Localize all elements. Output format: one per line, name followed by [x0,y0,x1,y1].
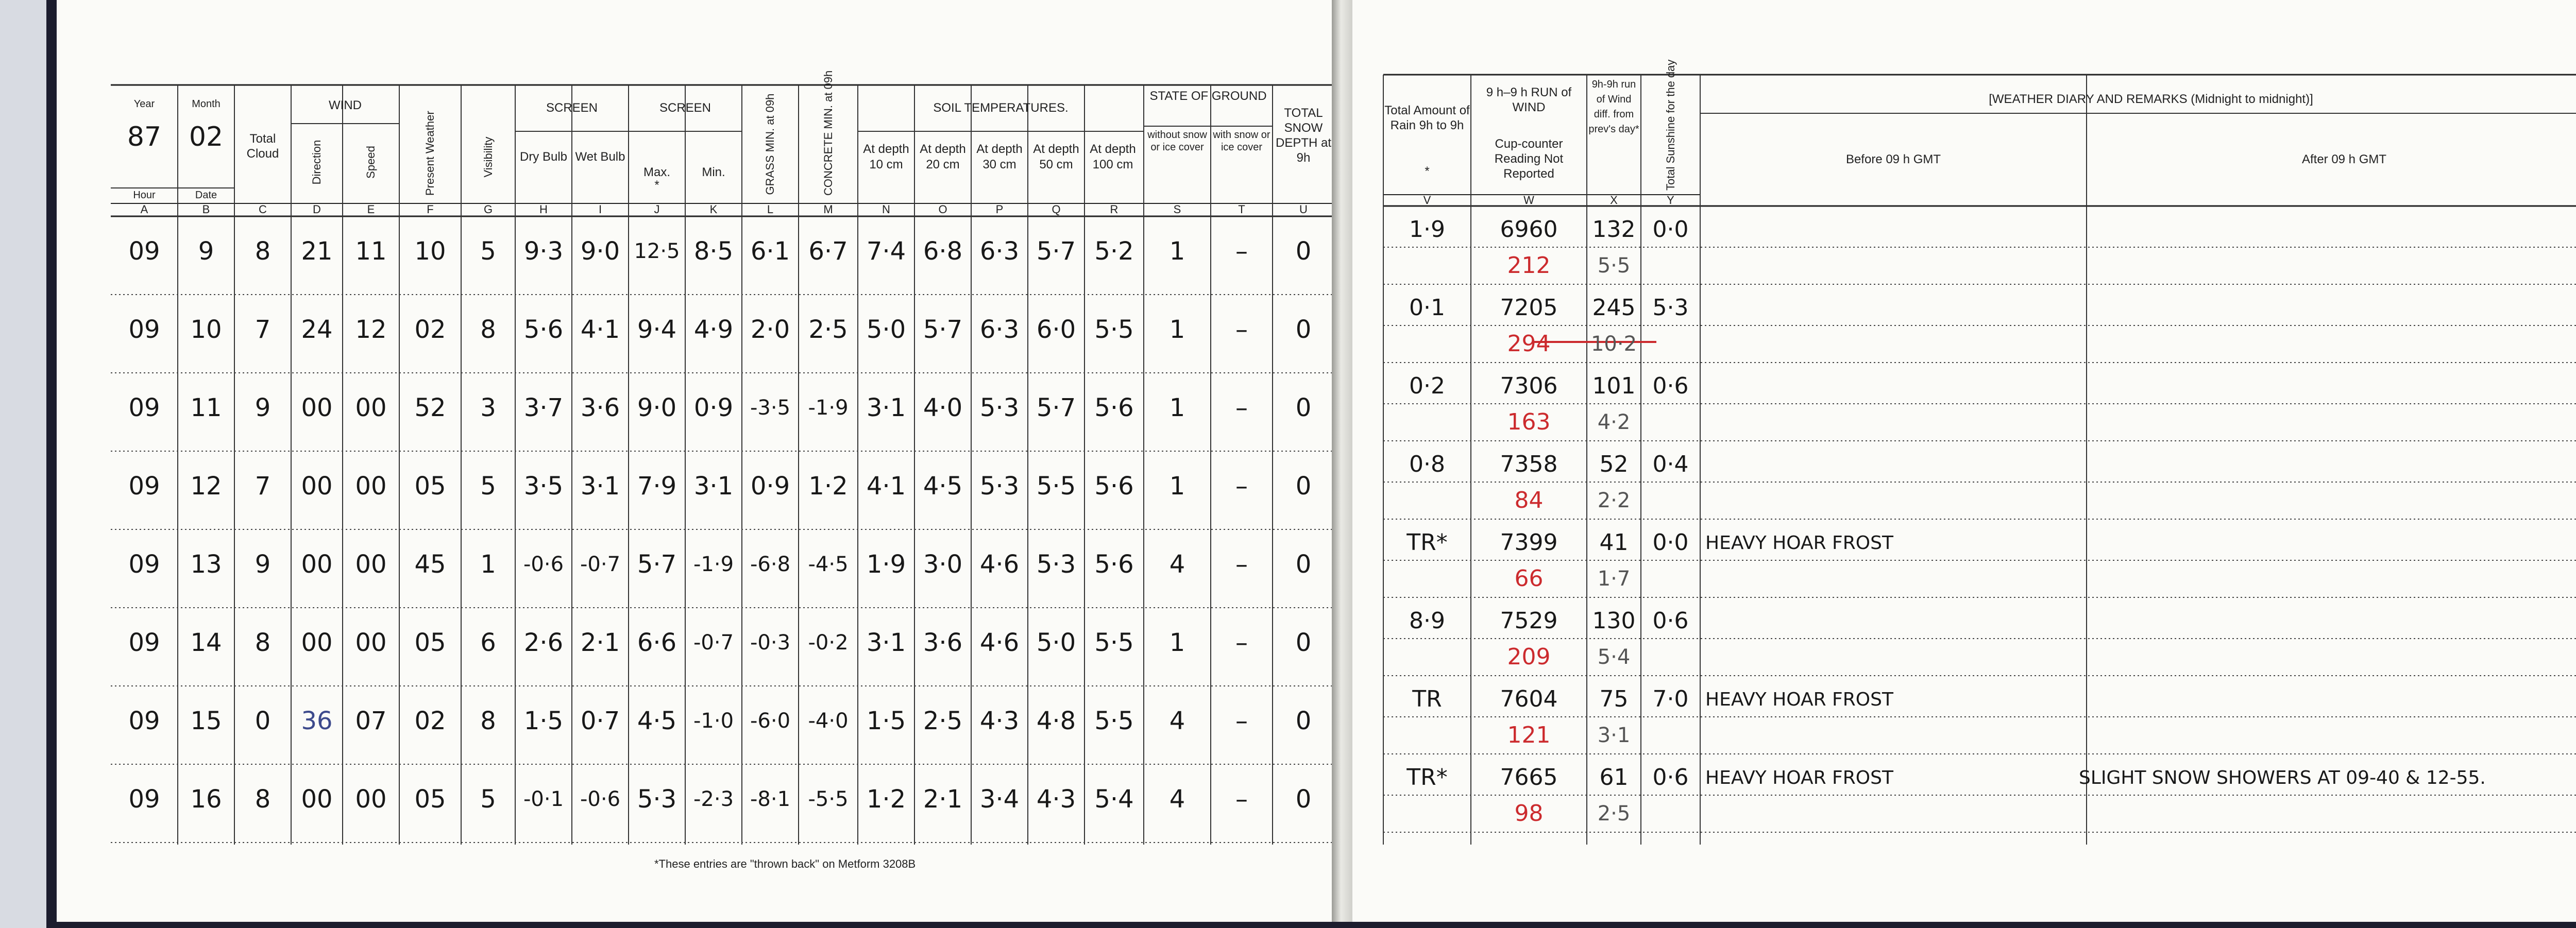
table-cell: 2·0 [750,315,790,344]
column-letter: C [259,203,267,216]
table-cell: 11 [355,237,387,266]
table-cell: – [1235,472,1248,501]
column-letter: Q [1052,203,1061,216]
table-cell: 0 [1295,315,1312,344]
footnote: *These entries are "thrown back" on Metform 3208B [654,857,916,870]
rain-value: 0·1 [1409,295,1445,321]
table-cell: 12 [190,472,222,501]
table-cell: 11 [190,393,222,422]
cup-diff-value: 163 [1507,409,1551,435]
column-letter: B [202,203,210,216]
table-cell: 1 [1169,237,1185,266]
column-letter: L [767,203,774,216]
cup-counter-label: Cup-counter Reading Not Reported [1494,137,1564,181]
table-cell: 4·0 [923,393,963,422]
table-cell: 0 [255,707,271,735]
max-label: Max. [643,165,670,179]
soil-temperatures-label: SOIL TEMPERATURES. [933,101,1069,115]
table-cell: 8 [480,315,496,344]
column-letter: M [823,203,833,216]
table-cell: 6·3 [979,237,1020,266]
column-letter: S [1173,203,1181,216]
run-diff-value: 2·5 [1597,802,1631,826]
table-cell: -4·5 [808,553,849,576]
table-cell: 3·1 [866,628,906,657]
column-letter: V [1423,194,1431,207]
table-cell: 3·7 [523,393,564,422]
table-cell: 7·9 [637,472,677,501]
table-cell: 6·8 [923,237,963,266]
table-cell: 2·5 [808,315,848,344]
table-cell: 3 [480,393,496,422]
date-label: Date [195,190,217,201]
present-weather-label: Present Weather [423,111,436,196]
concrete-min-label: CONCRETE MIN. at 09h [821,70,835,196]
table-cell: 4·6 [979,628,1020,657]
table-cell: 5 [480,237,496,266]
cup-counter-value: 7604 [1500,686,1558,712]
table-cell: 5·6 [1094,472,1134,501]
table-cell: 7 [255,472,271,501]
cup-diff-value: 209 [1507,644,1551,670]
table-cell: -0·2 [808,631,849,655]
table-cell: – [1235,550,1248,579]
table-cell: 9·4 [637,315,677,344]
table-cell: 0 [1295,550,1312,579]
cup-counter-value: 7358 [1500,451,1558,477]
table-cell: 00 [301,628,333,657]
table-cell: 4 [1169,707,1185,735]
column-letter: U [1299,203,1308,216]
table-cell: 4·5 [923,472,963,501]
table-cell: 00 [301,472,333,501]
year-value: 87 [127,122,162,152]
table-cell: 0 [1295,237,1312,266]
wet-bulb-label: Wet Bulb [575,150,625,164]
book-gutter [1332,0,1352,922]
table-cell: 45 [414,550,446,579]
table-cell: 9·0 [580,237,620,266]
table-cell: 13 [190,550,222,579]
table-cell: 1·5 [523,707,564,735]
table-cell: 21 [301,237,333,266]
table-cell: – [1235,628,1248,657]
table-cell: -1·9 [693,553,734,576]
table-cell: 4 [1169,550,1185,579]
month-value: 02 [189,122,224,152]
column-letter: E [367,203,375,216]
table-cell: 09 [128,550,160,579]
cup-diff-value: 212 [1507,252,1551,279]
table-cell: 8 [480,707,496,735]
table-cell: 05 [414,785,446,814]
hour-label: Hour [133,190,156,201]
table-cell: 1 [1169,315,1185,344]
column-letter: N [882,203,890,216]
table-cell: 07 [355,707,387,735]
total-cloud-label: Total Cloud [246,132,279,161]
year-label: Year [133,98,155,110]
table-cell: 3·5 [523,472,564,501]
sunshine-value: 5·3 [1652,295,1689,321]
table-cell: 0·9 [750,472,790,501]
run-diff-value: 2·2 [1597,489,1631,512]
table-cell: 5·7 [1036,393,1076,422]
cup-counter-value: 7399 [1500,529,1558,556]
wind-diff-label: 9h-9h run of Wind diff. from prev's day* [1588,79,1639,135]
table-cell: 2·6 [523,628,564,657]
rain-value: 8·9 [1409,608,1445,634]
run-value: 101 [1592,373,1636,399]
book-edge [0,0,46,928]
table-cell: – [1235,393,1248,422]
table-cell: 00 [301,393,333,422]
table-cell: 5·5 [1094,315,1134,344]
table-cell: 0 [1295,707,1312,735]
column-letter: Y [1667,194,1674,207]
column-letter: X [1610,194,1618,207]
state-of-ground-label: STATE OF GROUND [1149,89,1267,103]
table-cell: – [1235,785,1248,814]
table-cell: -1·9 [808,396,849,420]
table-cell: 3·4 [979,785,1020,814]
table-cell: 5·0 [866,315,906,344]
table-cell: 0 [1295,472,1312,501]
remark-before: HEAVY HOAR FROST [1705,532,1893,554]
run-value: 75 [1599,686,1629,712]
table-cell: -0·7 [693,631,734,655]
table-cell: 6·0 [1036,315,1076,344]
total-rain-label: Total Amount of Rain 9h to 9h [1384,104,1470,132]
before-09-label: Before 09 h GMT [1845,152,1941,166]
table-cell: 5·3 [979,393,1020,422]
table-cell: 4·5 [637,707,677,735]
table-cell: 5·6 [523,315,564,344]
table-cell: 00 [301,550,333,579]
table-cell: 00 [355,472,387,501]
table-cell: 0 [1295,393,1312,422]
table-cell: 4·1 [866,472,906,501]
table-cell: 8·5 [693,237,734,266]
table-cell: – [1235,237,1248,266]
min-label: Min. [702,165,725,179]
total-snow-depth-label: TOTAL SNOW DEPTH at 9h [1275,106,1332,165]
table-cell: 00 [355,550,387,579]
table-cell: 8 [255,628,271,657]
table-cell: 9 [255,393,271,422]
column-letter: J [654,203,660,216]
rain-value: TR* [1406,764,1448,790]
column-letter: O [938,203,947,216]
table-cell: 5·5 [1094,707,1134,735]
table-cell: 09 [128,393,160,422]
run-value: 52 [1599,451,1629,477]
table-cell: 3·0 [923,550,963,579]
after-09-label: After 09 h GMT [2301,152,2387,166]
table-cell: 6·6 [637,628,677,657]
screen-label-2: SCREEN [659,101,711,115]
cup-counter-value: 7529 [1500,608,1558,634]
right-page [1350,0,2576,922]
rain-value: 0·2 [1409,373,1445,399]
table-cell: 4·6 [979,550,1020,579]
grass-min-label: GRASS MIN. at 09h [764,93,776,195]
sunshine-value: 0·4 [1652,451,1689,477]
cup-counter-value: 7665 [1500,764,1558,790]
table-cell: 02 [414,315,446,344]
table-cell: – [1235,707,1248,735]
table-cell: 0 [1295,628,1312,657]
table-cell: 9 [255,550,271,579]
table-cell: 5·4 [1094,785,1134,814]
table-cell: 5·0 [1036,628,1076,657]
sunshine-value: 0·0 [1652,216,1689,243]
cup-diff-value: 84 [1514,487,1544,513]
table-cell: 15 [190,707,222,735]
table-cell: 4 [1169,785,1185,814]
table-cell: 00 [355,785,387,814]
table-cell: 4·3 [979,707,1020,735]
table-cell: -6·8 [750,553,791,576]
table-cell: 3·1 [693,472,734,501]
cup-diff-value: 66 [1514,565,1544,592]
table-cell: 09 [128,707,160,735]
run-of-wind-label: 9 h–9 h RUN of WIND [1486,85,1572,114]
table-cell: 0 [1295,785,1312,814]
table-cell: 12·5 [634,239,680,263]
speed-label: Speed [364,146,377,179]
run-value: 130 [1592,608,1636,634]
table-cell: 00 [301,785,333,814]
table-cell: 1·2 [808,472,848,501]
table-cell: 2·5 [923,707,963,735]
dry-bulb-label: Dry Bulb [519,150,568,164]
table-cell: 6·1 [750,237,790,266]
table-cell: -0·7 [580,553,621,576]
remark-after: SLIGHT SNOW SHOWERS AT 09-40 & 12-55. [2079,767,2486,788]
table-cell: 5·3 [1036,550,1076,579]
table-cell: 5·7 [1036,237,1076,266]
with-snow-label: with snow or ice cover [1213,129,1270,153]
rain-value: TR* [1406,529,1448,556]
sunshine-value: 0·6 [1652,764,1689,790]
table-cell: 24 [301,315,333,344]
table-cell: 3·6 [923,628,963,657]
table-cell: -0·6 [580,787,621,811]
table-cell: -5·5 [808,787,849,811]
table-cell: 0·7 [580,707,620,735]
table-cell: 10 [190,315,222,344]
table-cell: 14 [190,628,222,657]
soil-depth-label: At depth 10 cm [863,142,909,171]
table-cell: 2·1 [923,785,963,814]
table-cell: – [1235,315,1248,344]
table-cell: -8·1 [750,787,791,811]
column-letter: W [1523,194,1534,207]
column-letter: K [709,203,718,216]
wind-label: WIND [329,98,362,112]
table-cell: 09 [128,237,160,266]
run-value: 245 [1592,295,1636,321]
table-cell: -6·0 [750,709,791,733]
table-cell: 5·5 [1094,628,1134,657]
table-cell: 4·8 [1036,707,1076,735]
left-page [57,0,1334,922]
rain-star-label: * [1425,164,1430,178]
max-star-label: * [654,178,659,192]
column-letter: I [598,203,602,216]
table-cell: 4·3 [1036,785,1076,814]
column-letter: D [313,203,321,216]
table-cell: 02 [414,707,446,735]
column-letter: F [427,203,434,216]
sunshine-label: Total Sunshine for the day [1664,59,1677,191]
column-letter: G [483,203,493,216]
table-cell: -4·0 [808,709,849,733]
table-cell: 5·2 [1094,237,1134,266]
table-cell: 4·9 [693,315,734,344]
table-cell: 8 [255,785,271,814]
table-cell: 1 [1169,393,1185,422]
soil-depth-label: At depth 100 cm [1090,142,1136,171]
table-cell: 3·1 [580,472,620,501]
table-cell: 3·6 [580,393,620,422]
table-cell: 7 [255,315,271,344]
table-cell: -3·5 [750,396,791,420]
table-cell: 05 [414,472,446,501]
cup-diff-value: 294 [1507,331,1551,357]
table-cell: 5·6 [1094,550,1134,579]
table-cell: -0·1 [523,787,564,811]
table-cell: 7·4 [866,237,906,266]
table-cell: 5 [480,785,496,814]
table-cell: 1·9 [866,550,906,579]
table-cell: 2·1 [580,628,620,657]
table-cell: 6·7 [808,237,848,266]
soil-depth-label: At depth 30 cm [976,142,1023,171]
screen-label-1: SCREEN [546,101,598,115]
run-diff-value: 1·7 [1597,567,1631,591]
table-cell: 00 [355,393,387,422]
table-cell: 05 [414,628,446,657]
table-cell: 1·2 [866,785,906,814]
rain-value: 1·9 [1409,216,1445,243]
run-value: 61 [1599,764,1629,790]
month-label: Month [192,98,221,110]
column-letter: R [1110,203,1118,216]
column-letter: H [539,203,548,216]
diary-title: [WEATHER DIARY AND REMARKS (Midnight to midnight)] [1989,92,2313,106]
table-cell: 12 [355,315,387,344]
run-diff-value: 3·1 [1597,724,1631,747]
table-cell: 10 [414,237,446,266]
table-cell: -2·3 [693,787,734,811]
table-cell: 00 [355,628,387,657]
sunshine-value: 0·0 [1652,529,1689,556]
sunshine-value: 0·6 [1652,373,1689,399]
table-cell: 6·3 [979,315,1020,344]
table-cell: 52 [414,393,446,422]
table-cell: 1 [480,550,496,579]
rain-value: 0·8 [1409,451,1445,477]
table-cell: 4·1 [580,315,620,344]
table-cell: 09 [128,628,160,657]
run-diff-value: 4·2 [1597,410,1631,434]
table-cell: 5 [480,472,496,501]
cup-counter-value: 6960 [1500,216,1558,243]
table-cell: 5·5 [1036,472,1076,501]
run-diff-value: 10·2 [1590,332,1637,356]
table-cell: 16 [190,785,222,814]
table-cell: 1·5 [866,707,906,735]
table-cell: 9·0 [637,393,677,422]
table-cell: -0·6 [523,553,564,576]
cup-diff-value: 121 [1507,722,1551,748]
cup-counter-value: 7205 [1500,295,1558,321]
run-value: 132 [1592,216,1636,243]
table-cell: 5·7 [923,315,963,344]
table-cell: 9 [198,237,214,266]
run-value: 41 [1599,529,1629,556]
without-snow-label: without snow or ice cover [1147,129,1207,153]
column-letter: T [1238,203,1245,216]
table-cell: 3·1 [866,393,906,422]
rain-value: TR [1412,686,1442,712]
remark-before: HEAVY HOAR FROST [1705,689,1893,710]
column-letter: A [140,203,148,216]
direction-label: Direction [310,140,323,185]
table-cell: 5·6 [1094,393,1134,422]
table-cell: 5·3 [979,472,1020,501]
remark-before: HEAVY HOAR FROST [1705,767,1893,788]
sunshine-value: 0·6 [1652,608,1689,634]
column-letter: P [995,203,1004,216]
cup-counter-value: 7306 [1500,373,1558,399]
run-diff-value: 5·4 [1597,645,1631,669]
soil-depth-label: At depth 50 cm [1033,142,1079,171]
visibility-label: Visibility [481,136,495,178]
table-cell: 6 [480,628,496,657]
table-cell: 5·7 [637,550,677,579]
table-cell: 5·3 [637,785,677,814]
table-cell: -0·3 [750,631,791,655]
table-cell: 9·3 [523,237,564,266]
table-cell: 8 [255,237,271,266]
table-cell: 0·9 [693,393,734,422]
sunshine-value: 7·0 [1652,686,1689,712]
table-cell: 1 [1169,628,1185,657]
soil-depth-label: At depth 20 cm [920,142,966,171]
table-cell: 1 [1169,472,1185,501]
table-cell: 09 [128,472,160,501]
run-diff-value: 5·5 [1597,254,1631,278]
table-cell: 09 [128,315,160,344]
cup-diff-value: 98 [1514,800,1544,827]
table-cell: 36 [301,707,333,735]
table-cell: -1·0 [693,709,734,733]
table-cell: 09 [128,785,160,814]
